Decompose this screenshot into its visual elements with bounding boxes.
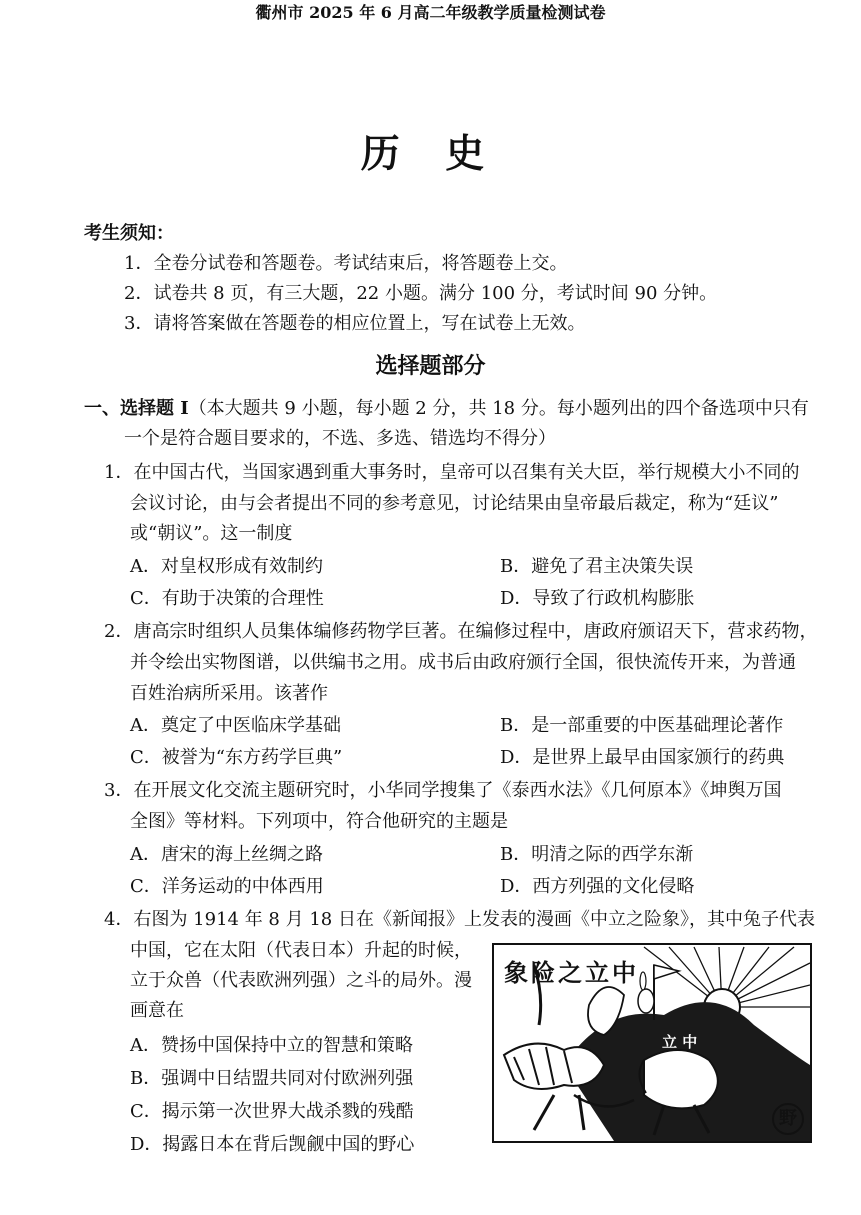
notice-item: 3．请将答案做在答题卷的相应位置上，写在试卷上无效。 [124,313,586,334]
question-4-text: 立于众兽（代表欧洲列强）之斗的局外。漫 [130,970,472,991]
notice-item: 1．全卷分试卷和答题卷。考试结束后，将答题卷上交。 [124,253,568,274]
question-1-option-d: D．导致了行政机构膨胀 [500,588,695,609]
subject-title: 历 史 [360,131,501,177]
question-3-text: 3．在开展文化交流主题研究时，小华同学搜集了《泰西水法》《几何原本》《坤舆万国 [104,780,782,801]
question-1-option-a: A．对皇权形成有效制约 [130,556,323,577]
question-3-option-c: C．洋务运动的中体西用 [130,876,324,897]
question-4-option-d: D．揭露日本在背后觊觎中国的野心 [130,1134,415,1155]
lion [644,1050,718,1108]
question-4-option-c: C．揭示第一次世界大战杀戮的残酷 [130,1101,414,1122]
cartoon-illustration [492,943,812,1143]
question-2-text: 并令绘出实物图谱，以供编书之用。成书后由政府颁行全国，很快流传开来，为普通 [130,652,796,673]
question-1-option-b: B．避免了君主决策失误 [500,556,694,577]
question-1-text: 1．在中国古代，当国家遇到重大事务时，皇帝可以召集有关大臣，举行规模大小不同的 [104,462,800,483]
section-title: 选择题部分 [375,353,486,379]
rabbit-ear [640,972,646,990]
question-2-text: 2．唐高宗时组织人员集体编修药物学巨著。在编修过程中，唐政府颁诏天下，营求药物， [104,621,818,642]
question-1-text: 或“朝议”。这一制度 [130,523,293,544]
notice-heading: 考生须知： [84,223,174,244]
part-heading-line [84,397,809,421]
question-3-option-d: D．西方列强的文化侵略 [500,876,695,897]
notice-item: 2．试卷共 8 页，有三大题，22 小题。满分 100 分，考试时间 90 分钟。 [124,283,718,304]
rabbit-body [638,989,654,1013]
question-2-option-c: C．被誉为“东方药学巨典” [130,747,343,768]
question-4-option-b: B．强调中日结盟共同对付欧洲列强 [130,1068,414,1089]
question-1-option-c: C．有助于决策的合理性 [130,588,324,609]
question-2-option-a: A．奠定了中医临床学基础 [130,715,341,736]
cartoon-label: 立 中 [662,1033,698,1051]
flag [654,965,679,979]
cartoon-signature: 野 [772,1103,804,1135]
exam-title: 衢州市 2025 年 6 月高二年级教学质量检测试卷 [255,3,606,22]
part-heading: 一、选择题 I [84,398,189,419]
part-description: （本大题共 9 小题，每小题 2 分，共 18 分。每小题列出的四个备选项中只有 [188,398,809,419]
part-description-cont: 一个是符合题目要求的，不选、多选、错选均不得分） [124,428,556,449]
question-3-text: 全图》等材料。下列项中，符合他研究的主题是 [130,811,508,832]
question-4-text: 中国，它在太阳（代表日本）升起的时候， [130,940,472,961]
question-3-option-b: B．明清之际的西学东渐 [500,844,694,865]
question-2-text: 百姓治病所采用。该著作 [130,683,328,704]
question-3-option-a: A．唐宋的海上丝绸之路 [130,844,323,865]
question-2-option-d: D．是世界上最早由国家颁行的药典 [500,747,785,768]
question-2-option-b: B．是一部重要的中医基础理论著作 [500,715,784,736]
question-4-option-a: A．赞扬中国保持中立的智慧和策略 [130,1035,413,1056]
question-4-text: 画意在 [130,1000,184,1021]
question-4-text: 4．右图为 1914 年 8 月 18 日在《新闻报》上发表的漫画《中立之险象》，其中兔子代表 [104,909,815,930]
cartoon-caption: 象险之立中 [504,958,639,987]
question-1-text: 会议讨论，由与会者提出不同的参考意见，讨论结果由皇帝最后裁定，称为“廷议” [130,493,779,514]
